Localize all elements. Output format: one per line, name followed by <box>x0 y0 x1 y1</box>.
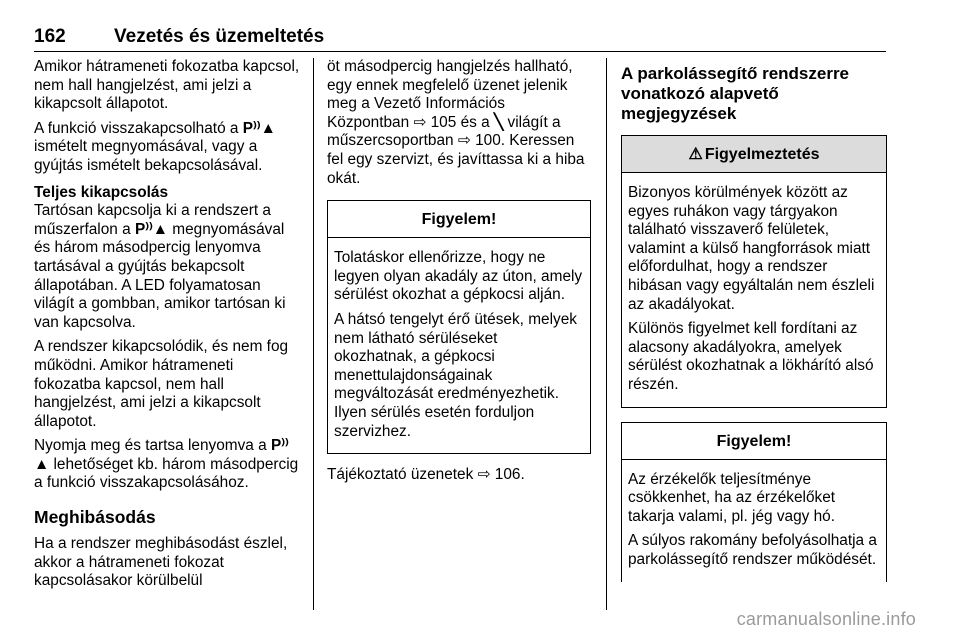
page-number: 162 <box>34 26 66 47</box>
page-title: Vezetés és üzemeltetés <box>114 26 325 47</box>
page-reference-arrow-icon: ⇨ <box>477 466 491 484</box>
notice-title: Figyelem! <box>622 423 886 460</box>
notice-title: Figyelem! <box>328 201 590 238</box>
warning-paragraph: Bizonyos körülmények között az egyes ruhákon vagy tárgyakon található visszaverő felületek, valamint a külső hangforrások miatt előfordulhat, hogy a rendszer hibásan vagy egyáltalán nem észleli az akadályokat. <box>628 184 875 313</box>
park-assist-icon: P⁾⁾▲ <box>34 437 289 473</box>
column-divider-2 <box>606 58 607 610</box>
notice-box <box>621 422 887 582</box>
notice-paragraph: Tolatáskor ellenőrizze, hogy ne legyen olyan akadály az úton, amely sérülést okozhat a gépkocsi alján. <box>334 249 583 304</box>
paragraph: Tartósan kapcsolja ki a rendszert a műszerfalon a P⁾⁾▲ megnyomásával és három másodpercig lenyomva tartásával a gyújtás bekapcsolt állapotában. A LED folyamatosan világít a gombban, amikor tartósan ki van kapcsolva. <box>34 202 286 331</box>
watermark: carmanualsonline.info <box>736 609 916 629</box>
section-heading-fault: Meghibásodás <box>34 507 156 528</box>
park-assist-icon: P⁾⁾▲ <box>242 119 276 137</box>
paragraph: Tájékoztató üzenetek ⇨ 106. <box>327 466 525 484</box>
warning-header <box>622 136 886 173</box>
notice-box <box>327 200 591 454</box>
paragraph: Ha a rendszer meghibásodást észlel, akkor a hátrameneti fokozat kapcsolásakor körülbelül <box>34 535 288 590</box>
column-2 <box>327 58 591 491</box>
notice-paragraph: Az érzékelők teljesítménye csökkenhet, ha az érzékelőket takarja valami, pl. jég vagy hó. <box>628 470 836 525</box>
warning-box <box>621 135 887 408</box>
park-assist-icon: P⁾⁾▲ <box>134 220 169 238</box>
paragraph: Amikor hátrameneti fokozatba kapcsol, nem hall hangjelzést, ami jelzi a kikapcsolt állapotot. <box>34 58 300 113</box>
section-heading-full-off: Teljes kikapcsolás <box>34 183 169 201</box>
wrench-icon: ╲ <box>493 113 504 131</box>
page-reference-arrow-icon: ⇨ <box>413 113 427 131</box>
warning-paragraph: Különös figyelmet kell fordítani az alacsony akadályokra, amelyek sérülést okozhatnak a lökhárító alsó részén. <box>628 320 874 393</box>
page-header <box>34 22 886 52</box>
warning-title: Figyelmeztetés <box>704 146 820 163</box>
notice-paragraph: A hátsó tengelyt érő ütések, melyek nem látható sérüléseket okozhatnak, a gépkocsi menettulajdonságainak megváltozását eredményezhetik. Ilyen sérülés esetén forduljon szervizhez. <box>334 310 577 440</box>
notice-paragraph: A súlyos rakomány befolyásolhatja a parkolássegítő rendszer működését. <box>628 532 877 568</box>
section-heading-parking-notes: A parkolássegítő rendszerre vonatkozó alapvető megjegyzések <box>621 64 850 123</box>
column-divider-1 <box>313 58 314 610</box>
warning-triangle-icon: ⚠ <box>688 146 703 163</box>
page-reference-arrow-icon: ⇨ <box>457 132 471 150</box>
column-3 <box>621 58 887 582</box>
paragraph: Nyomja meg és tartsa lenyomva a P⁾⁾▲ lehetőséget kb. három másodpercig a funkció visszakapcsolásához. <box>34 437 299 492</box>
paragraph: A funkció visszakapcsolható a P⁾⁾▲ ismételt megnyomásával, vagy a gyújtás ismételt bekapcsolásával. <box>34 119 276 174</box>
paragraph: öt másodpercig hangjelzés hallható, egy ennek megfelelő üzenet jelenik meg a Vezető Információs Központban ⇨ 105 és a ╲ világít a műszercsoportban ⇨ 100. Keressen fel egy szervizt, és javíttassa ki a hiba okát. <box>327 58 585 187</box>
column-1 <box>34 58 300 597</box>
paragraph: A rendszer kikapcsolódik, és nem fog működni. Amikor hátrameneti fokozatba kapcsol, nem hall hangjelzést, ami jelzi a kikapcsolt állapotot. <box>34 338 289 430</box>
